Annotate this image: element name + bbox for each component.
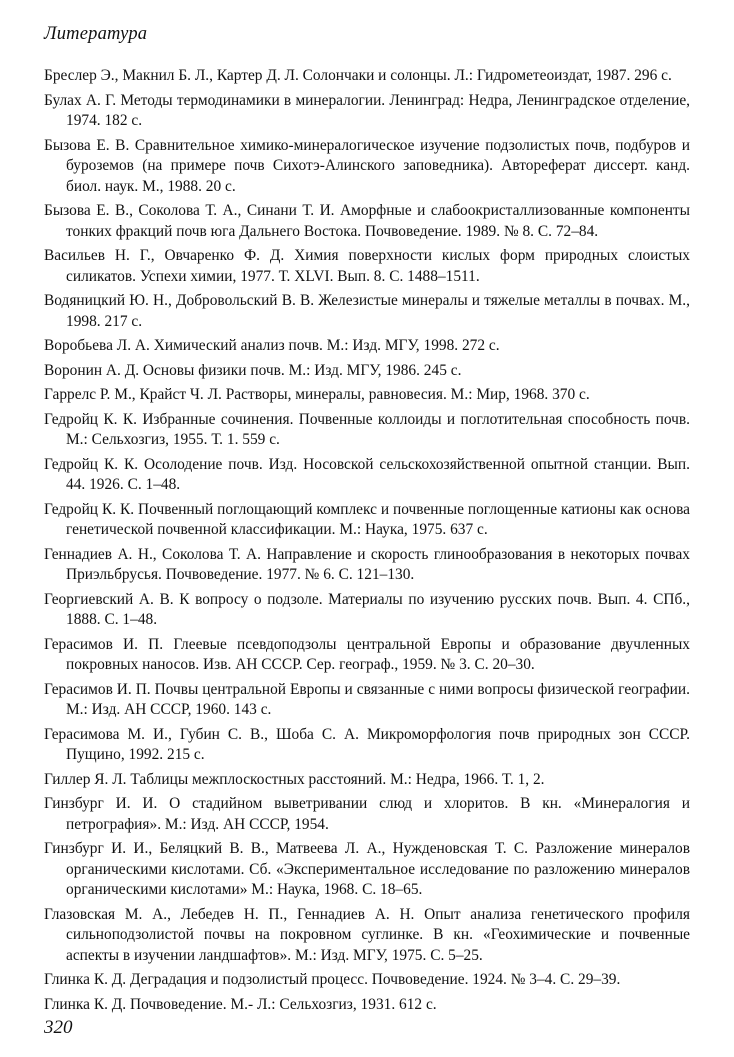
reference-entry: Геннадиев А. Н., Соколова Т. А. Направление и скорость глинообразования в некоторых почвах Приэльбрусья. Почвоведение. 1977. № 6. С. 121–130.	[44, 545, 690, 583]
reference-entry: Гиллер Я. Л. Таблицы межплоскостных расстояний. М.: Недра, 1966. Т. 1, 2.	[44, 770, 545, 788]
reference-entry: Глазовская М. А., Лебедев Н. П., Геннадиев А. Н. Опыт анализа генетического профиля сильноподзолистой почвы на покровном суглинке. В кн. «Геохимические и почвенные аспекты в изучении ландшафтов». М.: Изд. МГУ, 1975. С. 5–25.	[44, 905, 690, 964]
reference-entry: Гинзбург И. И. О стадийном выветривании слюд и хлоритов. В кн. «Минералогия и петрография». М.: Изд. АН СССР, 1954.	[44, 795, 690, 833]
reference-entry: Гедройц К. К. Почвенный поглощающий комплекс и почвенные поглощенные катионы как основа генетической почвенной классификации. М.: Наука, 1975. 637 с.	[44, 500, 690, 538]
reference-entry: Глинка К. Д. Почвоведение. М.- Л.: Сельхозгиз, 1931. 612 с.	[44, 995, 437, 1013]
reference-entry: Булах А. Г. Методы термодинамики в минералогии. Ленинград: Недра, Ленинградское отделение, 1974. 182 с.	[44, 91, 690, 129]
reference-entry: Водяницкий Ю. Н., Добровольский В. В. Железистые минералы и тяжелые металлы в почвах. М., 1998. 217 с.	[44, 292, 690, 330]
reference-entry: Бызова Е. В. Сравнительное химико-минералогическое изучение подзолистых почв, подбуров и буроземов (на примере почв Сихотэ-Алинского заповедника). Автореферат диссерт. канд. биол. наук. М., 1988. 20 с.	[44, 136, 690, 195]
reference-entry: Герасимов И. П. Глеевые псевдоподзолы центральной Европы и образование двучленных покровных наносов. Изв. АН СССР. Сер. географ., 1959. № 3. С. 20–30.	[44, 635, 690, 673]
reference-entry: Воробьева Л. А. Химический анализ почв. М.: Изд. МГУ, 1998. 272 с.	[44, 337, 500, 354]
reference-entry: Гедройц К. К. Осолодение почв. Изд. Носовской сельскохозяйственной опытной станции. Вып. 44. 1926. С. 1–48.	[44, 455, 690, 493]
reference-entry: Глинка К. Д. Деградация и подзолистый процесс. Почвоведение. 1924. № 3–4. С. 29–39.	[44, 971, 621, 988]
page-number: 320	[44, 1017, 73, 1038]
reference-list	[44, 66, 690, 1019]
reference-entry: Георгиевский А. В. К вопросу о подзоле. Материалы по изучению русских почв. Вып. 4. СПб., 1888. С. 1–48.	[44, 590, 690, 628]
reference-entry: Герасимова М. И., Губин С. В., Шоба С. А. Микроморфология почв природных зон СССР. Пущино, 1992. 215 с.	[44, 725, 690, 763]
section-title: Литература	[44, 24, 148, 44]
reference-entry: Бызова Е. В., Соколова Т. А., Синани Т. И. Аморфные и слабоокристаллизованные компоненты тонких фракций почв юга Дальнего Востока. Почвоведение. 1989. № 8. С. 72–84.	[44, 202, 690, 240]
reference-entry: Герасимов И. П. Почвы центральной Европы и связанные с ними вопросы физической географии. М.: Изд. АН СССР, 1960. 143 с.	[44, 680, 690, 718]
reference-entry: Гаррелс Р. М., Крайст Ч. Л. Растворы, минералы, равновесия. М.: Мир, 1968. 370 с.	[44, 386, 590, 403]
reference-entry: Васильев Н. Г., Овчаренко Ф. Д. Химия поверхности кислых форм природных слоистых силикатов. Успехи химии, 1977. Т. XLVI. Вып. 8. С. 1488–1511.	[44, 247, 690, 285]
reference-entry: Воронин А. Д. Основы физики почв. М.: Изд. МГУ, 1986. 245 с.	[44, 361, 462, 379]
reference-entry: Гинзбург И. И., Беляцкий В. В., Матвеева Л. А., Нужденовская Т. С. Разложение минералов органическими кислотами. Сб. «Экспериментальное исследование по разложению минералов органическими кислотами» М.: Наука, 1968. С. 18–65.	[44, 840, 690, 898]
reference-entry: Гедройц К. К. Избранные сочинения. Почвенные коллоиды и поглотительная способность почв. М.: Сельхозгиз, 1955. Т. 1. 559 с.	[44, 410, 690, 448]
reference-entry: Бреслер Э., Макнил Б. Л., Картер Д. Л. Солончаки и солонцы. Л.: Гидрометеоиздат, 1987. 296 с.	[44, 67, 672, 84]
